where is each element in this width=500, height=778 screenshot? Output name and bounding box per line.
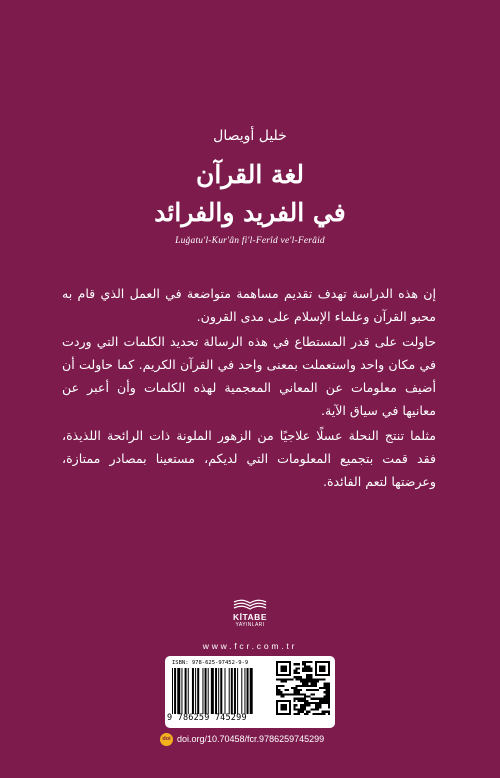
blurb-paragraph: مثلما تنتج النحلة عسلًا علاجيًا من الزهور الملونة ذات الرائحة اللذيذة، فقد قمت بتجميع المعلومات التي لديكم، مستعينا بمصادر ممتازة، وعرضتها لتعم الفائدة. (62, 428, 436, 489)
publisher-name: KİTABE (232, 612, 267, 622)
qr-code (276, 661, 330, 715)
blurb (62, 282, 436, 495)
author-name: خليل أويصال (213, 128, 287, 144)
isbn-barcode (172, 668, 284, 714)
barcode-panel (165, 656, 335, 728)
book-title-line-2: في الفريد والفرائد (154, 198, 346, 227)
open-book-icon (232, 598, 268, 610)
blurb-paragraph: إن هذه الدراسة تهدف تقديم مساهمة متواضعة في العمل الذي قام به محبو القرآن وعلماء الإسلام على مدى القرون. (62, 286, 436, 324)
publisher-subtitle: YAYINLARI (235, 622, 265, 628)
doi-link[interactable]: doi.org/10.70458/fcr.9786259745299 (177, 734, 325, 744)
doi-badge-icon: doi (160, 733, 173, 746)
title-transliteration: Luğatu'l-Kur'ân fi'l-Ferîd ve'l-Ferâid (175, 236, 325, 246)
blurb-paragraph: حاولت على قدر المستطاع في هذه الرسالة تحديد الكلمات التي وردت في مكان واحد واستعملت بمعنى واحد في القرآن الكريم. كما حاولت أن أضيف معلومات عن المعاني المعجمية لهذه الكلمات وأن أعبر عن معانيها في سياق الآية. (62, 334, 436, 418)
isbn-label: ISBN: 978-625-97452-9-9 (172, 660, 249, 666)
book-title-line-1: لغة القرآن (195, 160, 305, 189)
publisher-logo (224, 598, 276, 634)
ean-number: 9 786259 745299 (167, 713, 247, 723)
publisher-website: www.fcr.com.tr (202, 641, 298, 651)
